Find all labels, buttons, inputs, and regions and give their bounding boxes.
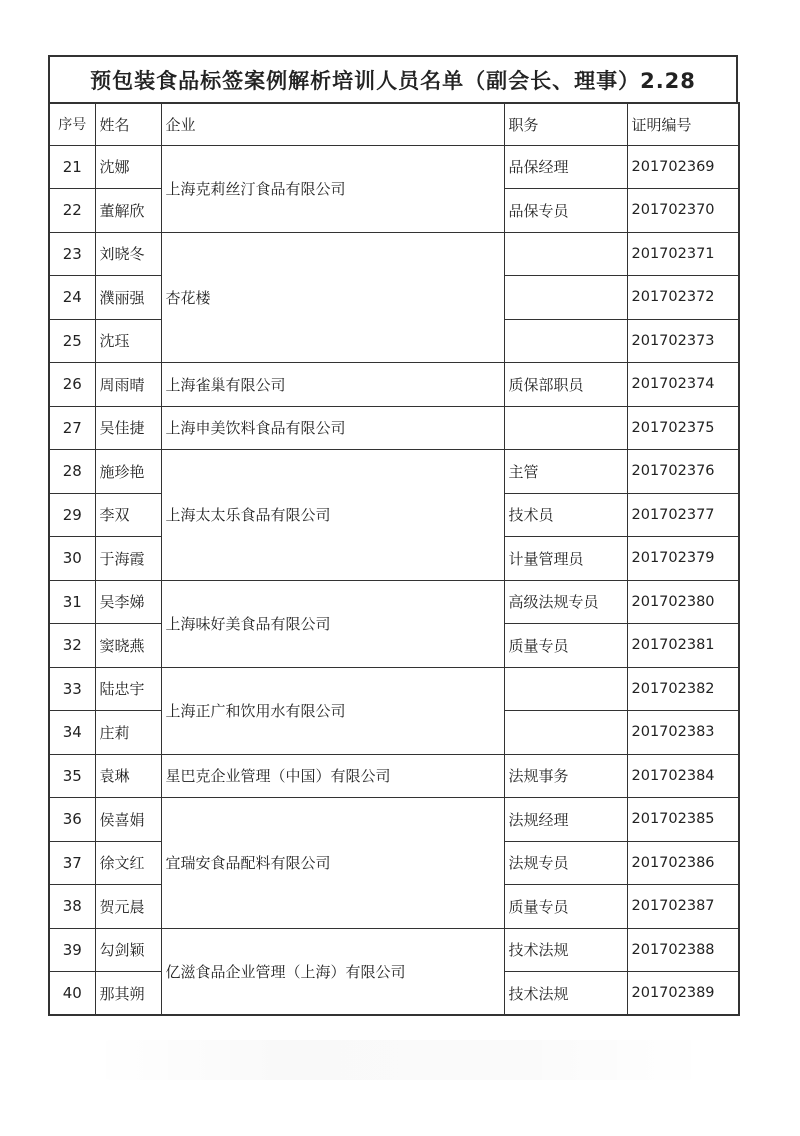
- person-name: 濮丽强: [95, 276, 161, 320]
- position: 法规专员: [504, 841, 627, 885]
- row-number: 25: [49, 319, 95, 363]
- table-row: [49, 406, 739, 450]
- certificate-number: 201702372: [627, 276, 739, 320]
- position: [504, 406, 627, 450]
- row-number: 26: [49, 363, 95, 407]
- position: [504, 276, 627, 320]
- person-name: 吴李娣: [95, 580, 161, 624]
- row-number: 40: [49, 972, 95, 1016]
- person-name: 徐文红: [95, 841, 161, 885]
- table-row: [49, 145, 739, 189]
- certificate-number: 201702379: [627, 537, 739, 581]
- table-row: [49, 754, 739, 798]
- row-number: 37: [49, 841, 95, 885]
- company-name: 上海正广和饮用水有限公司: [161, 667, 504, 754]
- company-name: 亿滋食品企业管理（上海）有限公司: [161, 928, 504, 1015]
- person-name: 窦晓燕: [95, 624, 161, 668]
- row-number: 34: [49, 711, 95, 755]
- header-position: 职务: [504, 103, 627, 145]
- certificate-number: 201702370: [627, 189, 739, 233]
- person-name: 勾剑颖: [95, 928, 161, 972]
- table-row: [49, 232, 739, 276]
- row-number: 38: [49, 885, 95, 929]
- position: 品保专员: [504, 189, 627, 233]
- roster-table: [48, 102, 740, 1016]
- position: 技术法规: [504, 928, 627, 972]
- table-row: [49, 580, 739, 624]
- position: 技术法规: [504, 972, 627, 1016]
- position: [504, 667, 627, 711]
- table-row: [49, 798, 739, 842]
- position: 主管: [504, 450, 627, 494]
- person-name: 吴佳捷: [95, 406, 161, 450]
- certificate-number: 201702369: [627, 145, 739, 189]
- header-row: [49, 103, 739, 145]
- row-number: 39: [49, 928, 95, 972]
- person-name: 贺元晨: [95, 885, 161, 929]
- certificate-number: 201702376: [627, 450, 739, 494]
- person-name: 刘晓冬: [95, 232, 161, 276]
- certificate-number: 201702373: [627, 319, 739, 363]
- row-number: 29: [49, 493, 95, 537]
- person-name: 袁琳: [95, 754, 161, 798]
- row-number: 33: [49, 667, 95, 711]
- person-name: 沈娜: [95, 145, 161, 189]
- company-name: 上海雀巢有限公司: [161, 363, 504, 407]
- company-name: 上海克莉丝汀食品有限公司: [161, 145, 504, 232]
- person-name: 李双: [95, 493, 161, 537]
- position: [504, 232, 627, 276]
- certificate-number: 201702382: [627, 667, 739, 711]
- header-no: 序号: [49, 103, 95, 145]
- certificate-number: 201702375: [627, 406, 739, 450]
- certificate-number: 201702385: [627, 798, 739, 842]
- position: 计量管理员: [504, 537, 627, 581]
- row-number: 30: [49, 537, 95, 581]
- company-name: 上海申美饮料食品有限公司: [161, 406, 504, 450]
- header-company: 企业: [161, 103, 504, 145]
- certificate-number: 201702371: [627, 232, 739, 276]
- company-name: 上海太太乐食品有限公司: [161, 450, 504, 581]
- row-number: 28: [49, 450, 95, 494]
- certificate-number: 201702389: [627, 972, 739, 1016]
- position: 品保经理: [504, 145, 627, 189]
- position: 质保部职员: [504, 363, 627, 407]
- row-number: 31: [49, 580, 95, 624]
- person-name: 陆忠宇: [95, 667, 161, 711]
- person-name: 施珍艳: [95, 450, 161, 494]
- row-number: 32: [49, 624, 95, 668]
- person-name: 侯喜娟: [95, 798, 161, 842]
- position: 技术员: [504, 493, 627, 537]
- company-name: 杏花楼: [161, 232, 504, 363]
- certificate-number: 201702380: [627, 580, 739, 624]
- row-number: 21: [49, 145, 95, 189]
- position: 高级法规专员: [504, 580, 627, 624]
- position: [504, 711, 627, 755]
- certificate-number: 201702387: [627, 885, 739, 929]
- row-number: 22: [49, 189, 95, 233]
- header-name: 姓名: [95, 103, 161, 145]
- person-name: 于海霞: [95, 537, 161, 581]
- header-cert: 证明编号: [627, 103, 739, 145]
- position: [504, 319, 627, 363]
- certificate-number: 201702381: [627, 624, 739, 668]
- row-number: 27: [49, 406, 95, 450]
- table-row: [49, 450, 739, 494]
- certificate-number: 201702388: [627, 928, 739, 972]
- position: 质量专员: [504, 885, 627, 929]
- person-name: 庄莉: [95, 711, 161, 755]
- row-number: 24: [49, 276, 95, 320]
- certificate-number: 201702383: [627, 711, 739, 755]
- table-row: [49, 667, 739, 711]
- certificate-number: 201702374: [627, 363, 739, 407]
- row-number: 36: [49, 798, 95, 842]
- table-row: [49, 363, 739, 407]
- person-name: 周雨晴: [95, 363, 161, 407]
- company-name: 上海味好美食品有限公司: [161, 580, 504, 667]
- document-title: 预包装食品标签案例解析培训人员名单（副会长、理事）2.28: [48, 55, 738, 102]
- person-name: 董解欣: [95, 189, 161, 233]
- certificate-number: 201702386: [627, 841, 739, 885]
- scan-artifact: [90, 1040, 710, 1080]
- row-number: 35: [49, 754, 95, 798]
- person-name: 沈珏: [95, 319, 161, 363]
- roster-body: [49, 145, 739, 1015]
- person-name: 那其朔: [95, 972, 161, 1016]
- table-row: [49, 928, 739, 972]
- row-number: 23: [49, 232, 95, 276]
- position: 法规事务: [504, 754, 627, 798]
- company-name: 宜瑞安食品配料有限公司: [161, 798, 504, 929]
- company-name: 星巴克企业管理（中国）有限公司: [161, 754, 504, 798]
- certificate-number: 201702384: [627, 754, 739, 798]
- position: 质量专员: [504, 624, 627, 668]
- position: 法规经理: [504, 798, 627, 842]
- certificate-number: 201702377: [627, 493, 739, 537]
